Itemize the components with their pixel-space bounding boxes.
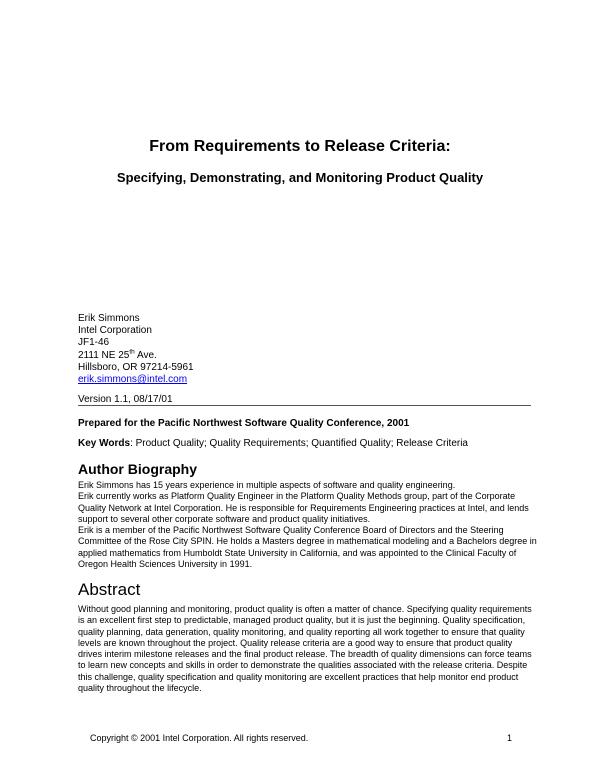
- author-email-link[interactable]: erik.simmons@intel.com: [78, 374, 188, 386]
- author-city: Hillsboro, OR 97214-5961: [78, 361, 194, 373]
- biography-paragraph: Erik is a member of the Pacific Northwest Software Quality Conference Board of Directors and the Steering Committee of the Rose City SPIN. He holds a Masters degree in mathematical modeling and a Bachelors degree in applied mathematics from Humboldt State University in California, and was appointed to the Clinical Faculty of Oregon Health Sciences University in 1991.: [78, 525, 537, 570]
- keywords-label: Key Words: [78, 438, 131, 449]
- author-company: Intel Corporation: [78, 325, 152, 337]
- footer-copyright: Copyright © 2001 Intel Corporation. All rights reserved.: [90, 733, 309, 743]
- author-name: Erik Simmons: [78, 313, 140, 324]
- abstract-heading: Abstract: [78, 580, 141, 599]
- version-line: Version 1.1, 08/17/01: [78, 394, 173, 405]
- biography-body: [78, 480, 538, 570]
- keywords-text: : Product Quality; Quality Requirements; Quantified Quality; Release Criteria: [130, 438, 468, 449]
- keywords-line: [78, 438, 468, 449]
- page-number: 1: [507, 733, 513, 743]
- horizontal-divider: [78, 405, 531, 406]
- paper-title: From Requirements to Release Criteria:: [149, 138, 451, 155]
- author-mailstop: JF1-46: [78, 337, 110, 349]
- author-street: [78, 350, 194, 362]
- street-number: 2111 NE 25: [78, 349, 130, 361]
- biography-paragraph: Erik currently works as Platform Quality Engineer in the Platform Quality Methods group, part of the Corporate Quality Network at Intel Corporation. He is responsible for Requirements Engineering practices at Intel, and lends support to several other corporate software and product quality initiatives.: [78, 491, 529, 524]
- abstract-body: Without good planning and monitoring, product quality is often a matter of chance. Specifying quality requirements is an excellent first step to predictable, managed product quality, but it is just the beginning. Quality specification, quality planning, data generation, quality monitoring, and quality reporting all work together to ensure that quality levels are known throughout the project. Quality release criteria are a good way to ensure that product quality drives interim milestone releases and the final product release. The breadth of quality dimensions can force teams to learn new concepts and skills in order to demonstrate the qualities associated with the release criteria. Despite this challenge, quality specification and quality monitoring are excellent practices that help monitor end product quality throughout the lifecycle.: [78, 604, 532, 694]
- paper-subtitle: Specifying, Demonstrating, and Monitoring Product Quality: [116, 170, 484, 185]
- biography-heading: Author Biography: [78, 461, 197, 477]
- street-ordinal: th: [129, 348, 135, 356]
- prepared-for-line: Prepared for the Pacific Northwest Software Quality Conference, 2001: [78, 418, 410, 429]
- author-address-block: [78, 313, 194, 386]
- biography-paragraph: Erik Simmons has 15 years experience in multiple aspects of software and quality engineering.: [78, 480, 456, 490]
- street-suffix: Ave.: [134, 349, 157, 361]
